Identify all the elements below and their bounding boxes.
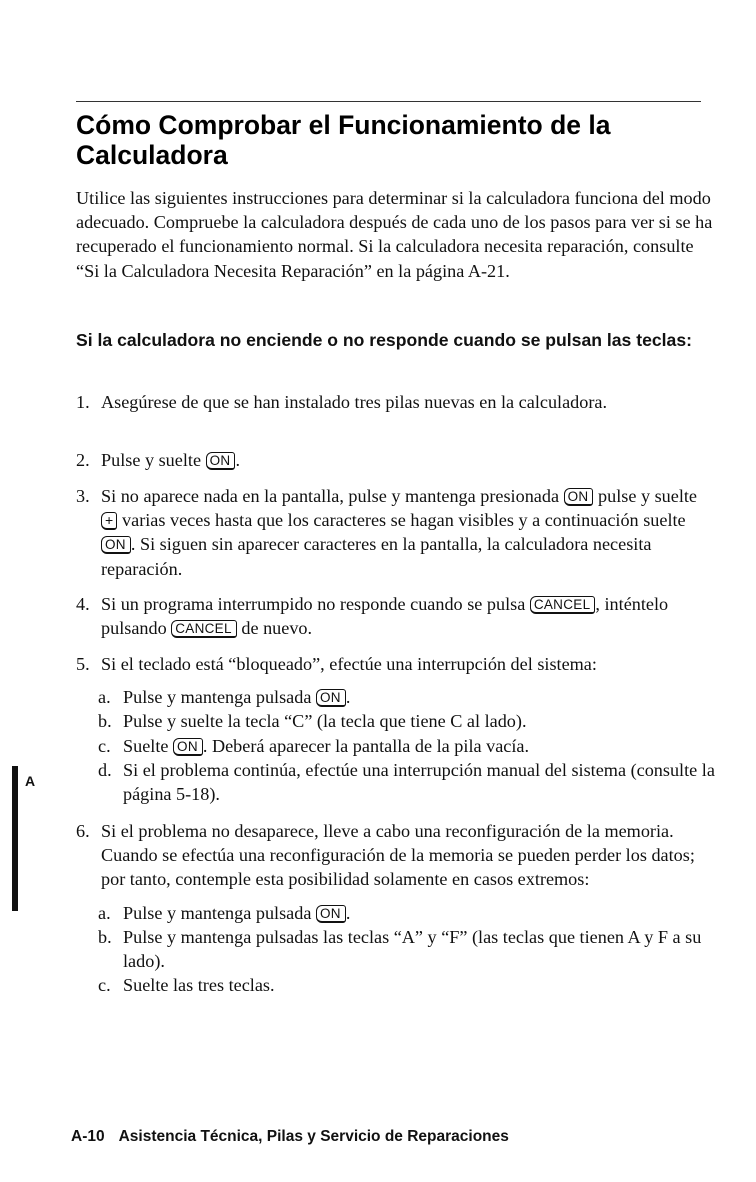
plus-key: +	[101, 512, 117, 530]
on-key: ON	[206, 452, 236, 470]
on-key: ON	[316, 905, 346, 923]
page-footer	[71, 1128, 509, 1146]
on-key: ON	[101, 536, 131, 554]
substep-c: c. Suelte las tres teclas.	[123, 973, 725, 997]
page-title: Cómo Comprobar el Funcionamiento de la Calculadora	[76, 110, 611, 170]
substep-letter: b.	[98, 711, 112, 732]
step-6	[76, 819, 716, 997]
step-text: Pulse y suelte ON .	[101, 450, 240, 470]
step-1	[76, 390, 716, 414]
substep-d: d. Si el problema continúa, efectúe una interrupción manual del sistema (consulte la página 5-18).	[98, 759, 715, 805]
step-number: 4.	[76, 594, 90, 614]
substep-letter: a.	[98, 902, 111, 923]
substep-a: a. Pulse y mantenga pulsada ON .	[123, 901, 725, 925]
step-number: 3.	[76, 486, 90, 506]
substep-c: c. Suelte ON . Deberá aparecer la pantalla de la pila vacía.	[123, 734, 725, 758]
section-subheading: Si la calculadora no enciende o no responde cuando se pulsan las teclas:	[76, 330, 692, 350]
step-number: 5.	[76, 654, 90, 674]
substep-letter: b.	[98, 926, 112, 947]
header-rule	[76, 101, 701, 102]
step-2	[76, 448, 716, 472]
step-text: Si el teclado está “bloqueado”, efectúe una interrupción del sistema:	[101, 654, 597, 674]
step-text: Asegúrese de que se han instalado tres pilas nuevas en la calculadora.	[101, 392, 608, 412]
chapter-tab-letter: A	[25, 773, 36, 789]
step-number: 1.	[76, 392, 90, 412]
step-text: Si un programa interrumpido no responde cuando se pulsa CANCEL , inténtelo pulsando CANCEL de nuevo.	[101, 594, 669, 639]
step-number: 2.	[76, 450, 90, 470]
substep-b: b. Pulse y mantenga pulsadas las teclas “A” y “F” (las teclas que tienen A y F a su lado).	[98, 926, 702, 972]
cancel-key: CANCEL	[530, 596, 596, 614]
substep-letter: a.	[98, 687, 111, 708]
step-number: 6.	[76, 821, 90, 841]
substep-letter: c.	[98, 735, 111, 756]
substep-letter: c.	[98, 975, 111, 996]
on-key: ON	[173, 738, 203, 756]
on-key: ON	[564, 488, 594, 506]
substep-letter: d.	[98, 759, 112, 780]
step-4	[76, 592, 716, 640]
footer-section-title: Asistencia Técnica, Pilas y Servicio de Reparaciones	[118, 1128, 509, 1145]
step-3	[76, 484, 716, 581]
step-text: Si no aparece nada en la pantalla, pulse y mantenga presionada ON pulse y suelte + varias veces hasta que los caracteres se hagan visibles y a continuación suelte ON . Si siguen sin aparecer caracteres en la pantalla, la calculadora necesita reparación.	[101, 486, 698, 579]
intro-paragraph: Utilice las siguientes instrucciones para determinar si la calculadora funciona del modo adecuado. Compruebe la calculadora después de cada uno de los pasos para ver si se ha recuperado el funcionamiento normal. Si la calculadora necesita reparación, consulte “Si la Calculadora Necesita Reparación” en la página A-21.	[76, 188, 713, 281]
substep-b: b. Pulse y suelte la tecla “C” (la tecla que tiene C al lado).	[123, 709, 725, 733]
cancel-key: CANCEL	[171, 620, 237, 638]
substep-a: a. Pulse y mantenga pulsada ON .	[123, 685, 725, 709]
on-key: ON	[316, 689, 346, 707]
step-5	[76, 652, 716, 806]
chapter-tab-bar	[12, 766, 18, 911]
step-text: Si el problema no desaparece, lleve a cabo una reconfiguración de la memoria. Cuando se efectúa una reconfiguración de la memoria se pueden perder los datos; por tanto, contemple esta posibilidad solamente en casos extremos:	[101, 821, 695, 890]
page-number: A-10	[71, 1128, 105, 1145]
